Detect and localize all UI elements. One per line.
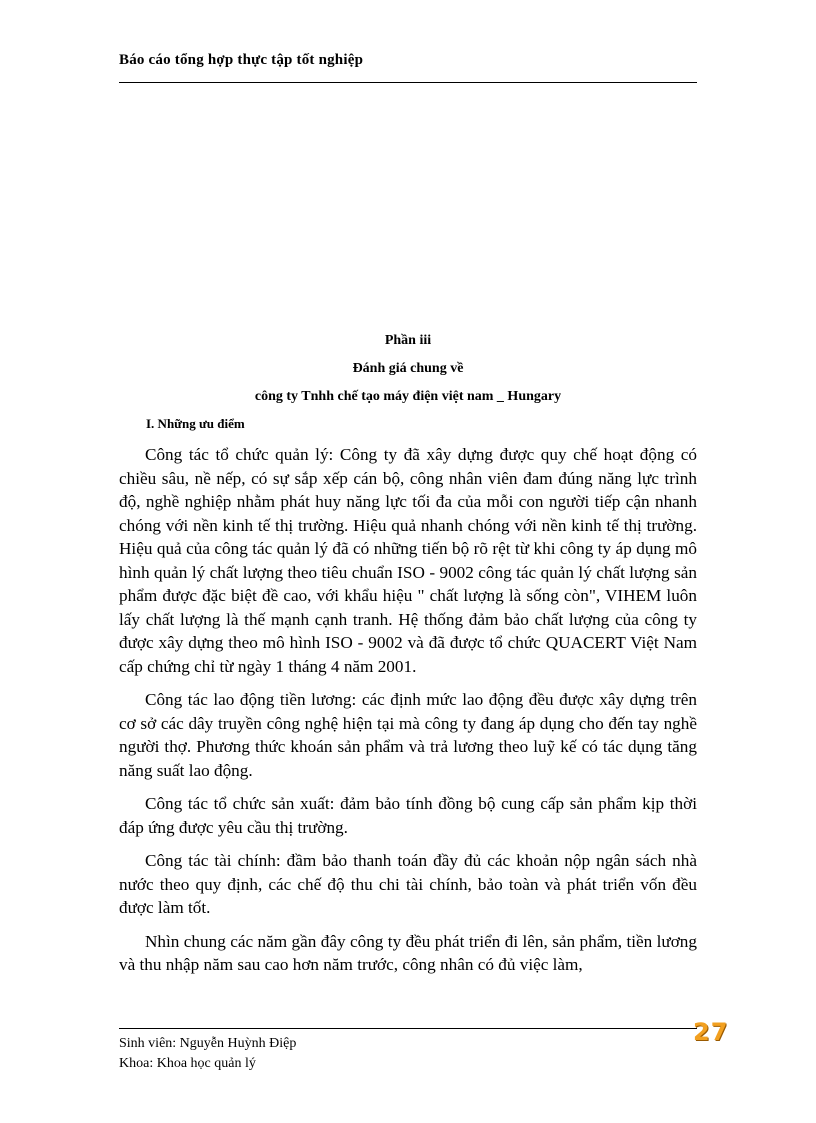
paragraph-management: Công tác tổ chức quản lý: Công ty đã xây dựng được quy chế hoạt động có chiều sâu, nề nếp, có sự sắp xếp cán bộ, công nhân viên đam đúng năng lực trình độ, nghề nghiệp nhằm phát huy năng lực tối đa của mỗi con người tiếp cận nhanh chóng với nền kinh tế thị trường. Hiệu quả nhanh chóng với nền kinh tế thị trường. Hiệu quả của công tác quản lý đã có những tiến bộ rõ rệt từ khi công ty áp dụng mô hình quản lý chất lượng theo tiêu chuẩn ISO - 9002 công tác quản lý chất lượng sản phẩm được đặc biệt đề cao, với khẩu hiệu " chất lượng là sống còn", VIHEM luôn lấy chất lượng là thế mạnh cạnh tranh. Hệ thống đảm bảo chất lượng của công ty được xây dựng theo mô hình ISO - 9002 và đã được tổ chức QUACERT Việt Nam cấp chứng chỉ từ ngày 1 tháng 4 năm 2001.	[119, 445, 697, 676]
company-title: công ty Tnhh chế tạo máy điện việt nam _ Hungary	[254, 389, 562, 404]
paragraph-finance: Công tác tài chính: đầm bảo thanh toán đầy đủ các khoản nộp ngân sách nhà nước theo quy định, các chế độ thu chi tài chính, bảo toàn và phát triển vốn đều được làm tốt.	[119, 851, 697, 917]
header-title: Báo cáo tổng hợp thực tập tốt nghiệp	[119, 52, 364, 68]
section-heading: I. Những ưu điểm	[146, 416, 245, 431]
part-title: Phần iii	[384, 333, 432, 348]
header-divider	[119, 82, 697, 83]
paragraph-production: Công tác tổ chức sản xuất: đảm bảo tính đồng bộ cung cấp sản phẩm kịp thời đáp ứng được yêu cầu thị trường.	[119, 794, 697, 837]
page-number: 27	[693, 1018, 729, 1046]
chapter-heading: Đánh giá chung về	[352, 361, 464, 376]
paragraph-labor: Công tác lao động tiền lương: các định mức lao động đều được xây dựng trên cơ sở các dây truyền công nghệ hiện tại mà công ty đang áp dụng cho đến tay nghề người thợ. Phương thức khoán sản phẩm và trả lương theo luỹ kế có tác dụng tăng năng suất lao động.	[119, 690, 697, 780]
body-text	[119, 443, 697, 987]
footer-faculty: Khoa: Khoa học quản lý	[119, 1056, 256, 1071]
footer-student: Sinh viên: Nguyễn Huỳnh Điệp	[119, 1036, 297, 1051]
footer-divider	[119, 1028, 697, 1029]
paragraph-summary: Nhìn chung các năm gần đây công ty đều phát triển đi lên, sản phẩm, tiền lương và thu nhập năm sau cao hơn năm trước, công nhân có đủ việc làm,	[119, 931, 697, 974]
